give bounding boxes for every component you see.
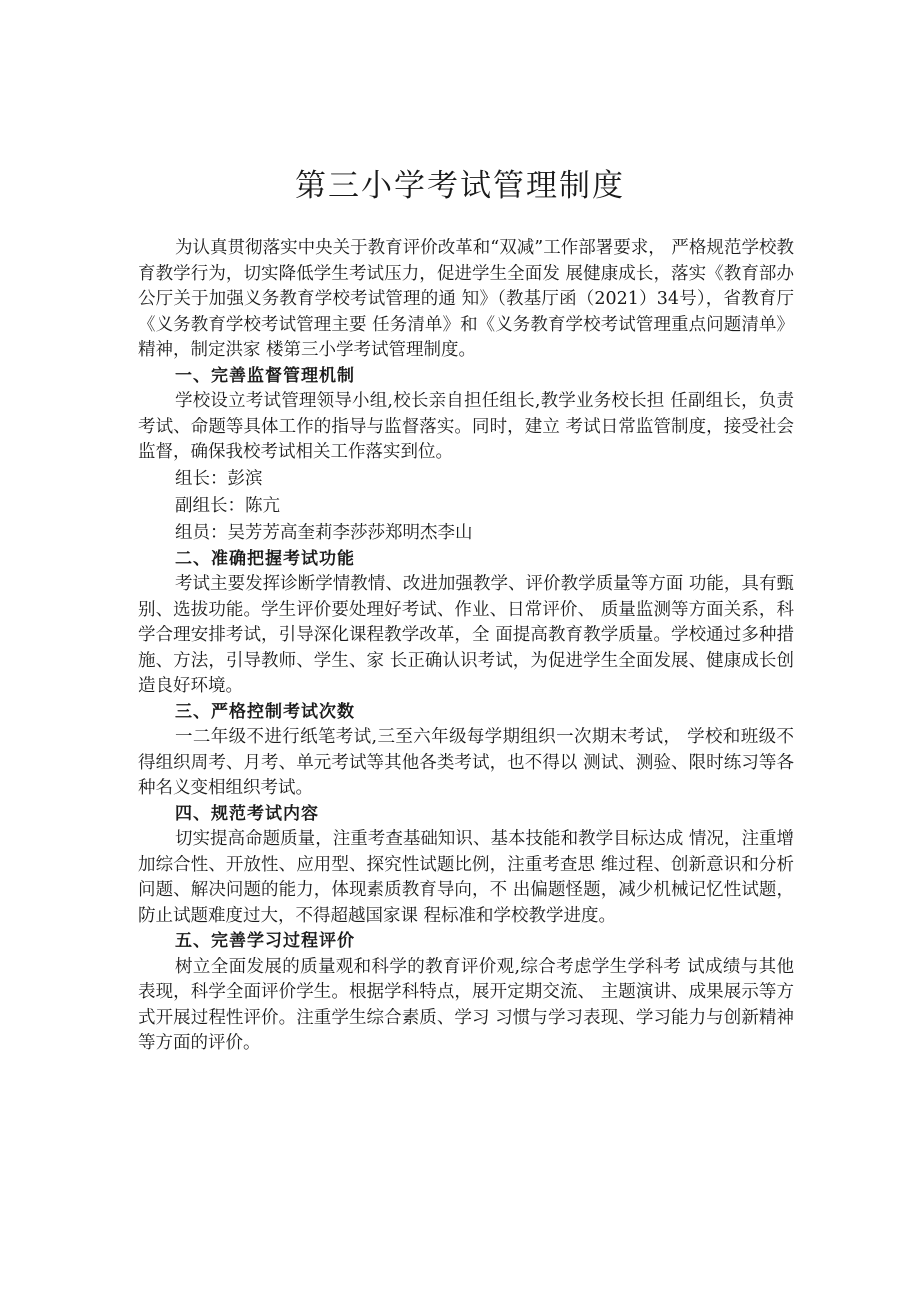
section-heading-2: 二、准确把握考试功能	[175, 548, 355, 569]
section-heading-1: 一、完善监督管理机制	[175, 365, 355, 386]
intro-paragraph: 为认真贯彻落实中央关于教育评价改革和“双减”工作部署要求， 严格规范学校教育教学行为，切实降低学生考试压力，促进学生全面发 展健康成长，落实《教育部办公厅关于加强义务教育学校考试管理的通 知》（教基厅函（2021）34号），省教育厅《义务教育学校考试管理主要 任务清单》和《义务教育学校考试管理重点问题清单》精神，制定洪家 楼第三小学考试管理制度。	[138, 238, 794, 360]
section-paragraph-1: 学校设立考试管理领导小组,校长亲自担任组长,教学业务校长担 任副组长，负责考试、命题等具体工作的指导与监督落实。同时，建立 考试日常监管制度，接受社会监督，确保我校考试相关工作落实到位。	[138, 391, 794, 462]
section-paragraph-3: 一二年级不进行纸笔考试,三至六年级每学期组织一次期末考试， 学校和班级不得组织周考、月考、单元考试等其他各类考试，也不得以 测试、测验、限时练习等各种名义变相组织考试。	[138, 727, 794, 798]
section-heading-3: 三、严格控制考试次数	[175, 701, 355, 722]
member-group: 组员：吴芳芳高奎莉李莎莎郑明杰李山	[175, 522, 473, 543]
document-title: 第三小学考试管理制度	[295, 168, 625, 204]
section-heading-5: 五、完善学习过程评价	[175, 931, 355, 951]
section-heading-4: 四、规范考试内容	[175, 803, 319, 824]
member-deputy-leader: 副组长：陈亢	[175, 495, 280, 516]
section-paragraph-2: 考试主要发挥诊断学情教情、改进加强教学、评价教学质量等方面 功能，具有甄别、选拔功能。学生评价要处理好考试、作业、日常评价、 质量监测等方面关系，科学合理安排考试，引导深化课程教学改革，全 面提高教育教学质量。学校通过多种措施、方法，引导教师、学生、家 长正确认识考试，为促进学生全面发展、健康成长创造良好环境。	[138, 574, 794, 696]
member-leader: 组长：彭滨	[175, 468, 263, 489]
section-paragraph-4: 切实提高命题质量，注重考查基础知识、基本技能和教学目标达成 情况，注重增加综合性、开放性、应用型、探究性试题比例，注重考查思 维过程、创新意识和分析问题、解决问题的能力，体现素质教育导向，不 出偏题怪题，减少机械记忆性试题，防止试题难度过大，不得超越国家课 程标准和学校教学进度。	[138, 829, 794, 926]
document-body	[138, 236, 794, 1057]
section-paragraph-5: 树立全面发展的质量观和科学的教育评价观,综合考虑学生学科考 试成绩与其他表现，科学全面评价学生。根据学科特点，展开定期交流、 主题演讲、成果展示等方式开展过程性评价。注重学生综合素质、学习 习惯与学习表现、学习能力与创新精神等方面的评价。	[138, 956, 794, 1053]
